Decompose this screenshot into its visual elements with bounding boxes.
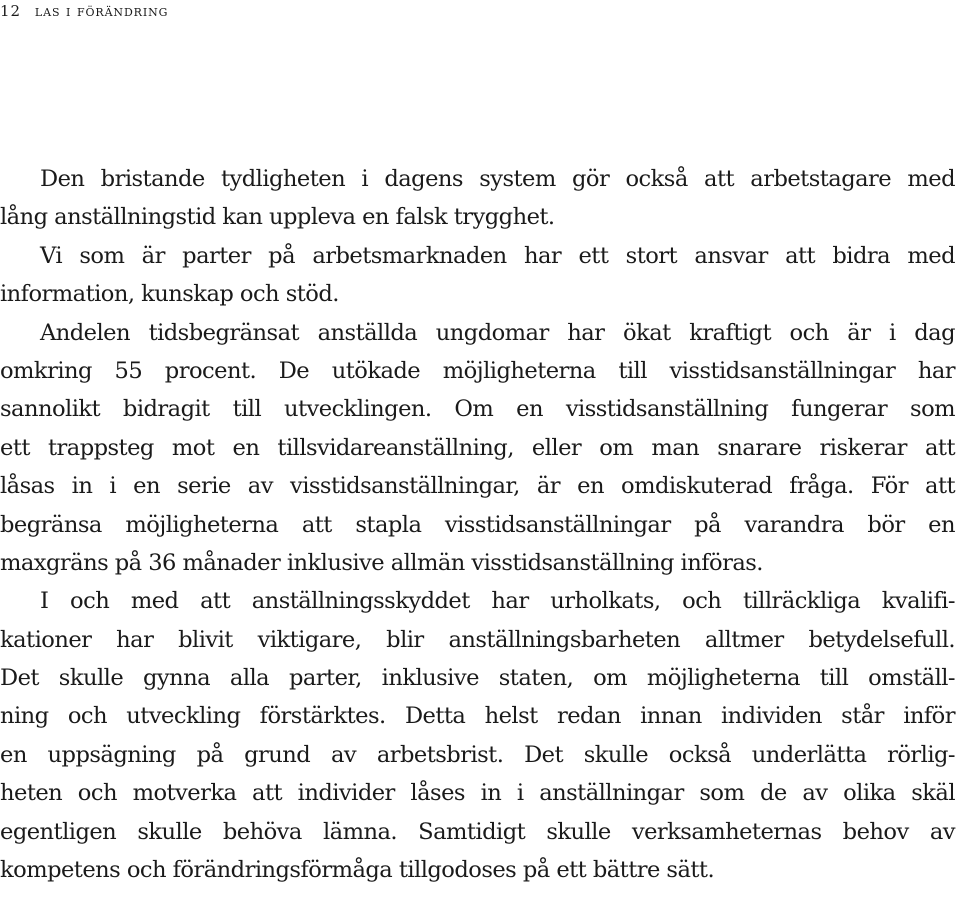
paragraph-3-line-3: sannolikt bidragit till utvecklingen. Om en visstidsanställning fungerar som xyxy=(0,396,955,423)
paragraph-4-line-6: heten och motverka att individer låses in i anställningar som de av olika skäl xyxy=(0,780,955,807)
paragraph-1-line-1: Den bristande tydligheten i dagens system gör också att arbetstagare med xyxy=(40,166,955,192)
paragraph-3-line-4: ett trappsteg mot en tillsvidareanställning, eller om man snarare riskerar att xyxy=(0,434,955,461)
paragraph-3-line-5: låsas in i en serie av visstidsanställningar, är en omdiskuterad fråga. För att xyxy=(0,473,955,500)
page-number: 12 xyxy=(0,2,21,20)
paragraph-4-line-8: kompetens och förändringsförmåga tillgodoses på ett bättre sätt. xyxy=(0,857,715,884)
paragraph-4-line-3: Det skulle gynna alla parter, inklusive staten, om möjligheterna till omställ- xyxy=(0,665,955,692)
running-title: las i förändring xyxy=(34,2,169,20)
paragraph-3-line-2: omkring 55 procent. De utökade möjligheterna till visstidsanställningar har xyxy=(0,357,955,384)
paragraph-4-line-7: egentligen skulle behöva lämna. Samtidigt skulle verksamheternas behov av xyxy=(0,818,955,845)
paragraph-1-line-2: lång anställningstid kan uppleva en falsk trygghet. xyxy=(0,204,555,231)
running-header xyxy=(0,0,168,22)
paragraph-2-line-2: information, kunskap och stöd. xyxy=(0,281,339,308)
paragraph-4-line-5: en uppsägning på grund av arbetsbrist. Det skulle också underlätta rörlig- xyxy=(0,741,955,768)
paragraph-3-line-7: maxgräns på 36 månader inklusive allmän visstidsanställning införas. xyxy=(0,549,763,576)
paragraph-3-line-6: begränsa möjligheterna att stapla visstidsanställningar på varandra bör en xyxy=(0,511,955,538)
paragraph-4-line-2: kationer har blivit viktigare, blir anställningsbarheten alltmer betydelsefull. xyxy=(0,626,955,653)
body-text xyxy=(0,160,955,889)
paragraph-4-line-1: I och med att anställningsskyddet har urholkats, och tillräckliga kvalifi- xyxy=(40,588,955,615)
paragraph-2-line-1: Vi som är parter på arbetsmarknaden har ett stort ansvar att bidra med xyxy=(40,242,955,269)
paragraph-3-line-1: Andelen tidsbegränsat anställda ungdomar har ökat kraftigt och är i dag xyxy=(40,319,955,346)
paragraph-4-line-4: ning och utveckling förstärktes. Detta helst redan innan individen står inför xyxy=(0,703,955,730)
